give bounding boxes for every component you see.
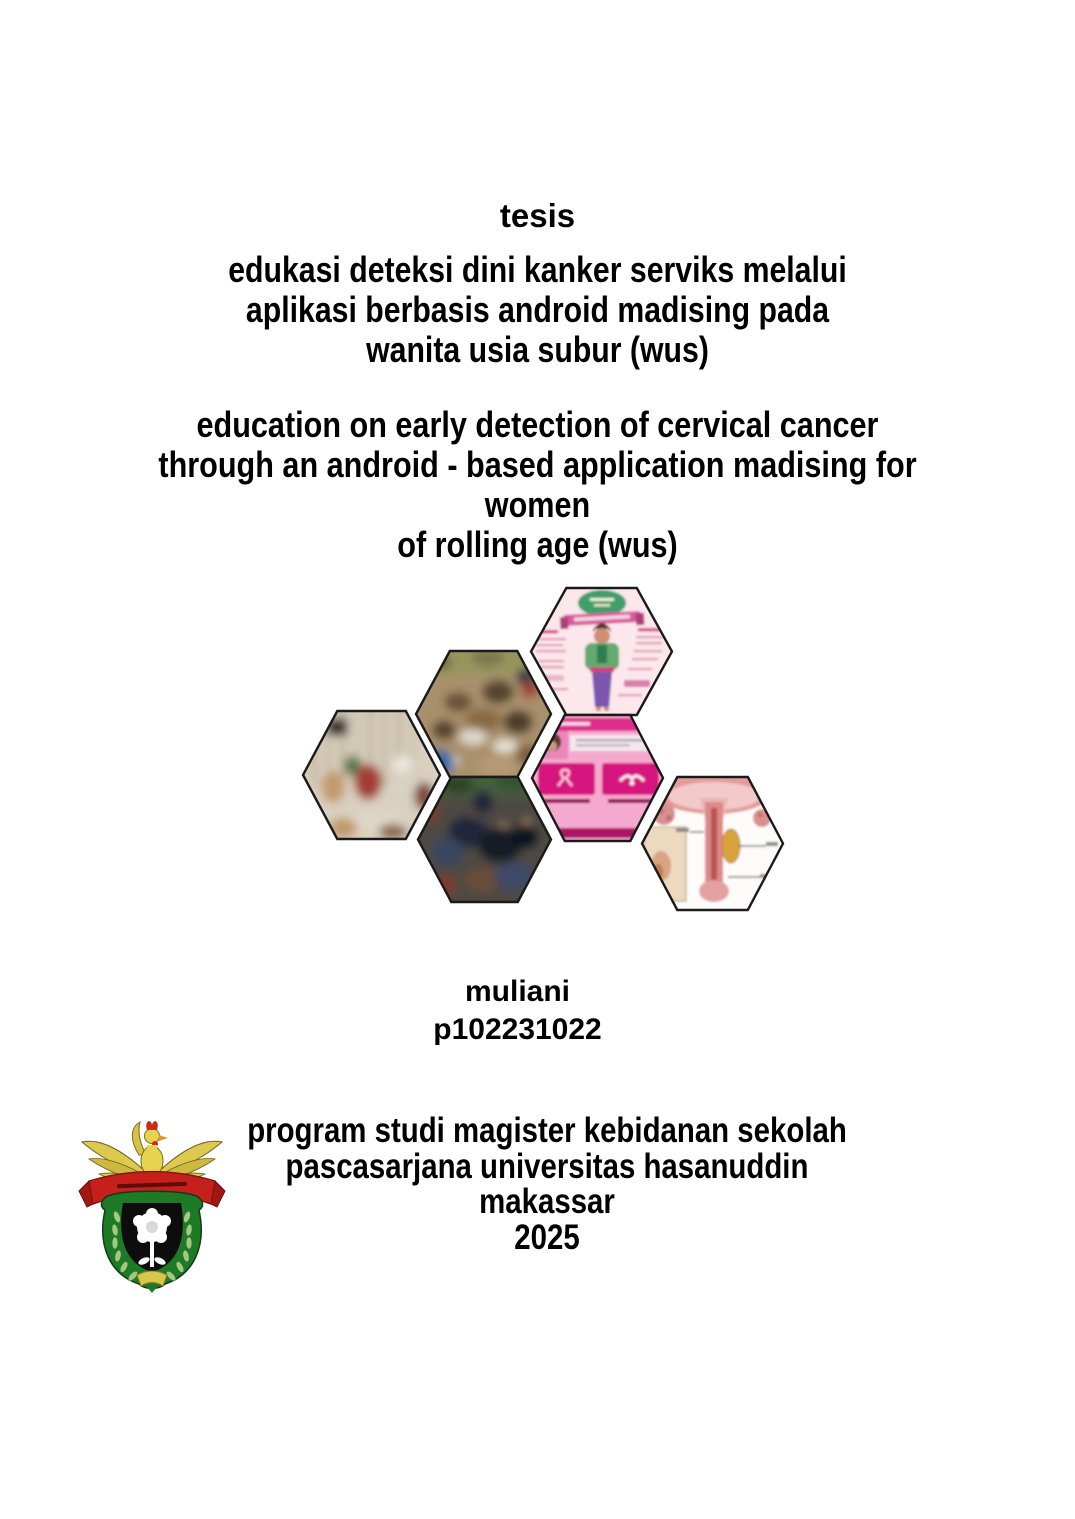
doc-type-label: tesis: [499, 197, 576, 234]
author-name: muliani: [464, 975, 570, 1008]
institution-block: [104, 1113, 989, 1255]
hexagon-collage: [298, 580, 788, 915]
title-english-line: of rolling age (wus): [397, 524, 678, 565]
institution-line: makassar: [479, 1182, 615, 1221]
title-indonesian: [86, 250, 989, 370]
institution-line: pascasarjana universitas hasanuddin: [285, 1146, 809, 1186]
title-english-line: women: [484, 484, 591, 525]
year-label: 2025: [514, 1217, 580, 1257]
title-english-line: education on early detection of cervical cancer: [196, 404, 879, 445]
title-english: [81, 405, 995, 565]
author-id: p102231022: [433, 1013, 602, 1046]
author-block: [0, 973, 1035, 1049]
title-indonesian-line: wanita usia subur (wus): [366, 329, 709, 370]
title-indonesian-line: edukasi deteksi dini kanker serviks melalui: [228, 249, 847, 290]
title-indonesian-line: aplikasi berbasis android madising pada: [245, 289, 830, 330]
title-english-line: through an android - based application madising for: [158, 444, 917, 485]
institution-line: program studi magister kebidanan sekolah: [247, 1111, 847, 1150]
